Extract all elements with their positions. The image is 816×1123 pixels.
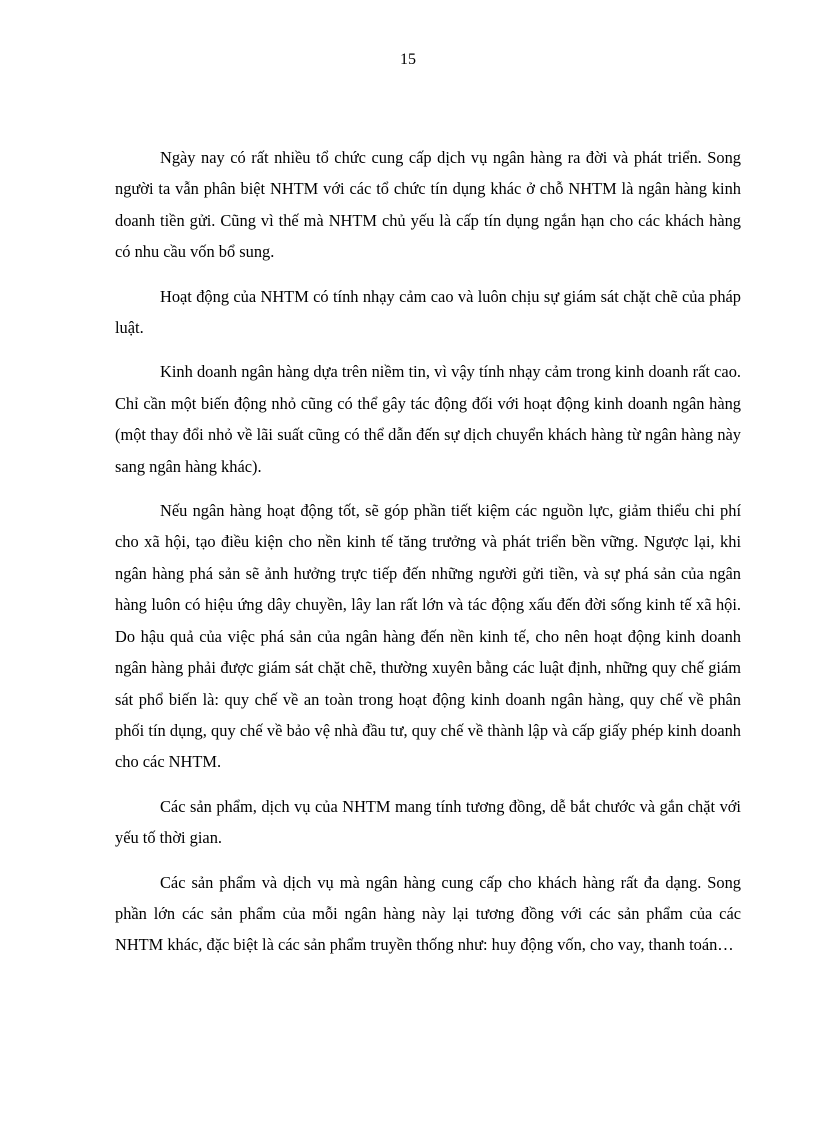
paragraph: Các sản phẩm, dịch vụ của NHTM mang tính tương đồng, dễ bắt chước và gắn chặt với yếu tố thời gian. <box>115 796 741 848</box>
paragraph: Ngày nay có rất nhiều tổ chức cung cấp dịch vụ ngân hàng ra đời và phát triển. Song người ta vẫn phân biệt NHTM với các tổ chức tín dụng khác ở chỗ NHTM là ngân hàng kinh doanh tiền gửi. Cũng vì thế mà NHTM chủ yếu là cấp tín dụng ngắn hạn cho các khách hàng có nhu cầu vốn bổ sung. <box>115 148 741 262</box>
paragraph: Nếu ngân hàng hoạt động tốt, sẽ góp phần tiết kiệm các nguồn lực, giảm thiểu chi phí cho xã hội, tạo điều kiện cho nền kinh tế tăng trưởng và phát triển bền vững. Ngược lại, khi ngân hàng phá sản sẽ ảnh hưởng trực tiếp đến những người gửi tiền, và sự phá sản của ngân hàng luôn có hiệu ứng dây chuyền, lây lan rất lớn và tác động xấu đến đời sống kinh tế xã hội. Do hậu quả của việc phá sản của ngân hàng đến nền kinh tế, cho nên hoạt động kinh doanh ngân hàng phải được giám sát chặt chẽ, thường xuyên bằng các luật định, những quy chế giám sát phổ biến là: quy chế về an toàn trong hoạt động kinh doanh ngân hàng, quy chế về phân phối tín dụng, quy chế về bảo vệ nhà đầu tư, quy chế về thành lập và cấp giấy phép kinh doanh cho các NHTM. <box>115 501 741 772</box>
paragraph: Hoạt động của NHTM có tính nhạy cảm cao và luôn chịu sự giám sát chặt chẽ của pháp luật. <box>115 286 741 338</box>
paragraph: Kinh doanh ngân hàng dựa trên niềm tin, vì vậy tính nhạy cảm trong kinh doanh rất cao. Chỉ cần một biến động nhỏ cũng có thể gây tác động đối với hoạt động kinh doanh ngân hàng (một thay đổi nhỏ về lãi suất cũng có thể dẫn đến sự dịch chuyển khách hàng từ ngân hàng này sang ngân hàng khác). <box>115 362 741 476</box>
page-number: 15 <box>400 51 416 68</box>
paragraph: Các sản phẩm và dịch vụ mà ngân hàng cung cấp cho khách hàng rất đa dạng. Song phần lớn các sản phẩm của mỗi ngân hàng này lại tương đồng với các sản phẩm của các NHTM khác, đặc biệt là các sản phẩm truyền thống như: huy động vốn, cho vay, thanh toán… <box>115 872 741 955</box>
document-body <box>115 142 741 974</box>
